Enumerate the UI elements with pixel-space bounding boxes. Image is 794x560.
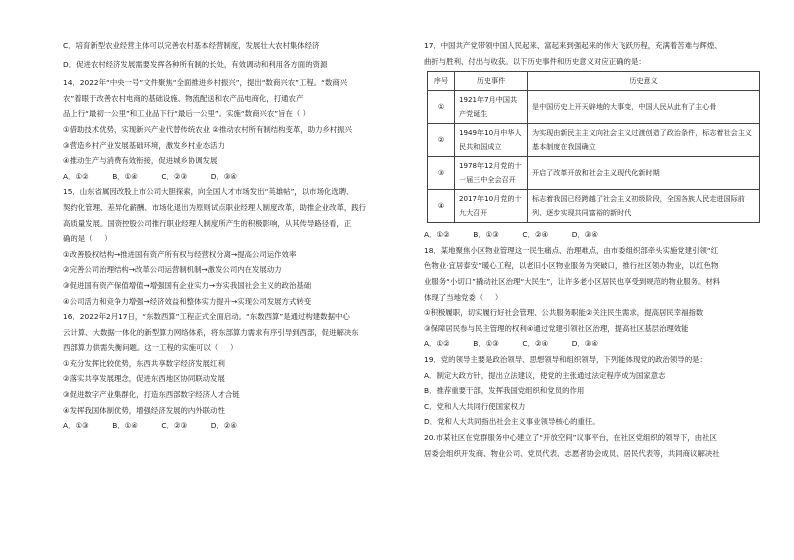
option-d: D．促进农村经济发展需要发挥各种所有制的长处，有效调动和利用各方面的资源 — [63, 59, 328, 69]
table-row — [428, 124, 760, 157]
table-cell-no: ① — [428, 91, 455, 124]
table-cell-no: ③ — [428, 157, 455, 190]
right-column — [424, 38, 762, 461]
table-cell-meaning: 开启了改革开放和社会主义现代化新时期 — [528, 157, 760, 190]
q15-item-4: ④公司活力和竞争力增强→经济效益和整体实力提升→实现公司发展方式转变 — [63, 296, 312, 306]
q19-option-d: D．党和人大共同指出社会主义事业领导核心的重任。 — [424, 417, 600, 427]
q19-option-b: B．推荐重要干部，发挥我国党组织和党员的作用 — [424, 386, 585, 396]
q15-item-3: ③促进国有资产保值增值→增强国有企业实力→夯实我国社会主义的政治基础 — [63, 280, 312, 290]
table-row — [428, 190, 760, 223]
table-cell-no: ② — [428, 124, 455, 157]
table-row — [428, 157, 760, 190]
q15-stem-3: 高质量发展。国资控股公司推行职业经理人制度所产生的积极影响，从其传导路径看，正 — [63, 218, 352, 228]
q14-options: A．①② B．①④ C．②③ D．③④ — [63, 171, 238, 181]
table-header-event: 历史事件 — [455, 72, 528, 91]
q14-item-12: ①借助技术优势，实现新兴产业代替传统农业 ②推动农村所有制结构变革，助力乡村振兴 — [63, 124, 353, 134]
q15-item-2: ②完善公司治理结构→改革公司运营制机制→激发公司内在发展动力 — [63, 265, 282, 275]
q14-stem-1: 14．2022年“中央一号”文件聚焦“全面推进乡村振兴”，提出“数商兴农”工程。“数商兴 — [63, 78, 348, 88]
q20-stem-2: 居委会组织开发商、物业公司、党员代表、志愿者协会成员、居民代表等，共同商议解决社 — [424, 448, 720, 458]
q14-stem-2: 农”着眼于改善农村电商的基础设施、物流配送和农产品电商化，打通农产 — [63, 93, 304, 103]
q15-stem-4: 确的是（ ） — [63, 234, 112, 244]
q18-stem-3: 业服务“小切口”撬动社区治理“大民生”，让许多老小区居民也享受到规范的物业服务。材料 — [424, 276, 721, 286]
q15-stem-1: 15．山东省属因改股上市公司大胆探索，向全国人才市场发出“英雄帖”，以市场化选聘、 — [63, 187, 354, 197]
q20-stem-1: 20.市某社区在党群服务中心建立了“开放空间”议事平台，在社区党组织的领导下，由社区 — [424, 432, 717, 442]
q18-stem-2: 色物业·宜居泰安”暖心工程，以老旧小区物业服务为突破口，推行社区领办物业，以红色物 — [424, 261, 719, 271]
q16-options: A．①③ B．①④ C．②③ D．②④ — [63, 421, 238, 431]
q17-options: A．①② B．①③ C．②④ D．③④ — [424, 230, 599, 240]
table-header-row — [428, 72, 760, 91]
table-cell-meaning: 标志着我国已经跨越了社会主义初级阶段，全国各族人民走进国际前列、逐步实现共同富裕的新时代 — [528, 190, 760, 223]
table-cell-event: 2017年10月党的十九大召开 — [455, 190, 528, 223]
q16-item-2: ②落实共享发展理念，促进东西地区协同联动发展 — [63, 374, 225, 384]
q16-stem-2: 云计算、大数据一体化的新型算力网络体系，将东部算力需求有序引导到西部，促进解决东 — [63, 327, 359, 337]
q18-options: A．①② B．①③ C．②④ D．③④ — [424, 339, 599, 349]
q16-stem-1: 16．2022年2月17日，“东数西算”工程正式全面启动。“东数西算”是通过构建数据中心 — [63, 312, 350, 322]
q18-item-12: ①积极履职，切实履行好社会管理、公共服务职能②关注民生需求，提高居民幸福指数 — [424, 308, 704, 318]
q18-item-34: ③保障居民参与民主管理的权利④通过党建引领社区治理，提高社区基层治理效能 — [424, 323, 689, 333]
table-row — [428, 91, 760, 124]
q19-option-a: A．制定大政方针，提出立法建议，使党的主张通过法定程序成为国家意志 — [424, 370, 666, 380]
q19-option-c: C．党和人大共同行使国家权力 — [424, 401, 526, 411]
option-c: C．培育新型农业经营主体可以完善农村基本经营制度，发展壮大农村集体经济 — [63, 41, 320, 50]
table-cell-event: 1921年7月中国共产党诞生 — [455, 91, 528, 124]
q17-history-table — [427, 71, 760, 223]
q17-stem-2: 曲折与胜利、付出与收获。以下历史事件和历史意义对应正确的是： — [424, 56, 646, 66]
table-cell-event: 1978年12月党的十一届三中全会召开 — [455, 157, 528, 190]
q14-stem-3: 品上行“最初一公里”和工业品下行“最后一公里”。实施“数商兴农”旨在（ ） — [63, 109, 311, 119]
table-header-meaning: 历史意义 — [528, 72, 760, 91]
q15-item-1: ①改善股权结构→推进国有资产所有权与经营权分离→提高公司运作效率 — [63, 249, 297, 259]
q16-item-4: ④发挥我国体制优势，增强经济发展的内外联动性 — [63, 405, 225, 415]
q15-stem-2: 契约化管理、差异化薪酬、市场化退出为原则试点职业经理人制度改革，助推企业改革，践行 — [63, 202, 367, 212]
q14-item-3: ③营造乡村产业发展基础环境，激发乡村业态活力 — [63, 140, 225, 150]
q17-stem-1: 17．中国共产党带领中国人民起来、富起来到强起来的伟大飞跃历程，充满着苦难与辉煌、 — [424, 41, 722, 50]
table-cell-meaning: 是中国历史上开天辟地的大事变，中国人民从此有了主心骨 — [528, 91, 760, 124]
q16-stem-3: 西部算力供需失衡问题。这一工程的实施可以（ ） — [63, 343, 238, 353]
q19-stem: 19．党的领导主要是政治领导、思想领导和组织领导，下列能体现党的政治领导的是： — [424, 354, 707, 364]
table-header-no: 序号 — [428, 72, 455, 91]
q14-item-4: ④推动生产与消费有效衔接，促进城乡协调发展 — [63, 156, 218, 166]
table-cell-no: ④ — [428, 190, 455, 223]
q16-item-1: ①充分发挥比较优势，东西共享数字经济发展红利 — [63, 358, 225, 368]
left-column — [63, 38, 399, 434]
table-cell-event: 1949年10月中华人民共和国成立 — [455, 124, 528, 157]
q18-stem-1: 18．某地聚焦小区物业管理这一民生痛点、治理难点，由市委组织部牵头实施党建引领“红 — [424, 245, 719, 255]
table-cell-meaning: 为实现由新民主主义向社会主义过渡创造了政治条件，标志着社会主义基本制度在我国确立 — [528, 124, 760, 157]
q18-stem-4: 体现了当地党委（ ） — [424, 292, 503, 302]
q16-item-3: ③促进数字产业集群化，打造东西部数字经济人才合链 — [63, 390, 240, 400]
